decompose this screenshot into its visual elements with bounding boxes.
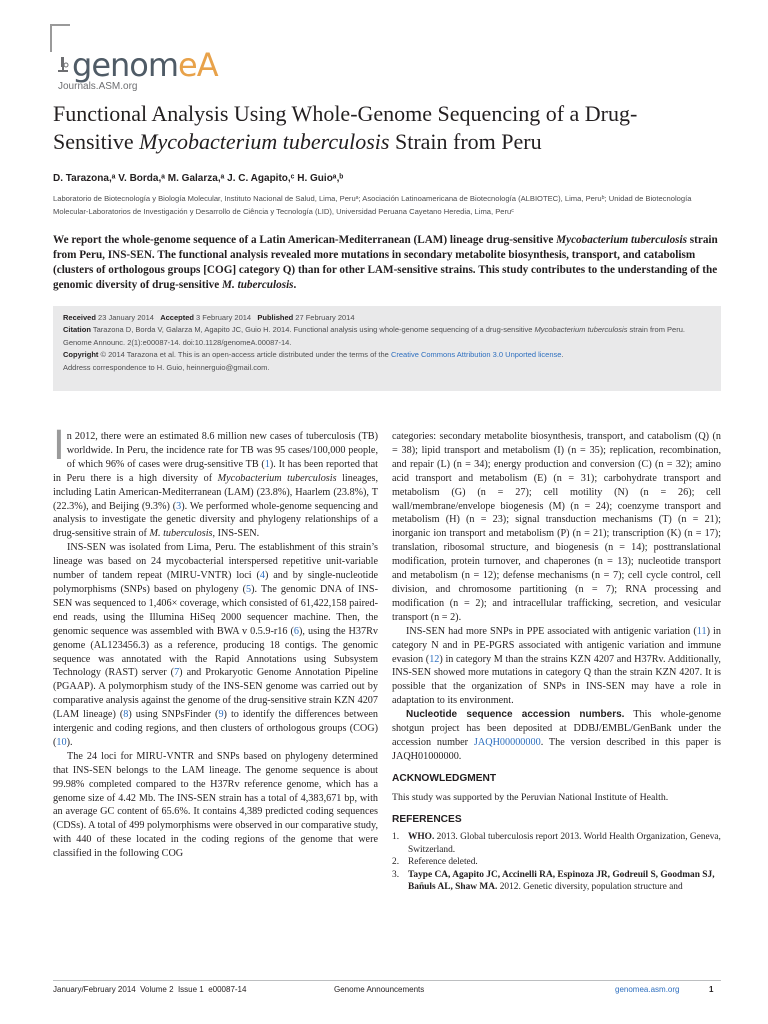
ref-link[interactable]: 7 [174, 667, 180, 679]
correspondence: Address correspondence to H. Guio, heinnerguio@gmail.com. [63, 362, 270, 372]
body-column-right [392, 430, 721, 894]
ref-link[interactable]: 3 [176, 500, 182, 512]
ref-link[interactable]: 5 [246, 583, 252, 595]
abstract: We report the whole-genome sequence of a Latin American-Mediterranean (LAM) lineage drug-sensitive Mycobacterium tuberculosis strain from Peru, INS-SEN. The functional analysis revealed more mutations in secondary metabolite biosynthesis, transport, and catabolism (clusters of orthologous groups [COG] category Q) than for other LAM-sensitive strains. This study contributes to the understanding of the genomic diversity of drug-sensitive M. tuberculosis. [53, 234, 718, 291]
accession-link[interactable]: JAQH00000000 [473, 736, 541, 748]
paragraph-snps: INS-SEN had more SNPs in PPE associated with antigenic variation (11) in category N and in PE-PGRS associated with antigenic variation and immune evasion (12) in category M than the strains KZN 4207 and H37Rv. Additionally, INS-SEN showed more mutations in category Q than the strain KZN 4207. It is possible that the organization of SNPs in INS-SEN may have a role in adaptation to its environment. [392, 625, 721, 707]
ref-link[interactable]: 1 [264, 458, 270, 470]
ref-link[interactable]: 10 [56, 736, 67, 748]
ref-link[interactable]: 12 [429, 653, 440, 665]
page-number: 1 [709, 985, 714, 994]
microscope-icon [56, 56, 70, 74]
article-title: Functional Analysis Using Whole-Genome Sequencing of a Drug- Sensitive Mycobacterium tuberculosis Strain from Peru [53, 101, 638, 154]
copyright: Copyright © 2014 Tarazona et al. This is an open-access article distributed under the terms of the Creative Commons Attribution 3.0 Unported license. [63, 350, 564, 360]
references-heading: REFERENCES [392, 813, 462, 825]
footer-issue: January/February 2014 Volume 2 Issue 1 e00087-14 [53, 985, 247, 994]
drop-cap: I [53, 423, 65, 469]
author-list: D. Tarazona,ᵃ V. Borda,ᵃ M. Galarza,ᵃ J. C. Agapito,ᶜ H. Guioᵃ,ᵇ [53, 173, 344, 184]
paragraph-cog-categories: categories: secondary metabolite biosynthesis, transport, and catabolism (Q) (n = 38); lipid transport and metabolism (I) (n = 35); replication, recombination, and repair (L) (n = 34); energy production and conversion (C) (n = 32); amino acid transport and metabolism (E) (n = 31); carbohydrate transport and metabolism (G) (n = 27); cell motility (N) (n = 26); cell wall/membrane/envelope biogenesis (M) (n = 24); coenzyme transport and metabolism (H) (n = 23); signal transduction mechanisms (T) (n = 21); inorganic ion transport and metabolism (P) (n = 21); transcription (K) (n = 17); translation, ribosomal structure, and biogenesis (n = 14); posttranslational modification, protein turnover, and chaperones (n = 13); nucleotide transport and metabolism (n = 12); defense mechanisms (n = 7); cell cycle control, cell division, and chromosome partitioning (n = 7); RNA processing and modification (n = 2); and intracellular trafficking, secretion, and vesicular transport (n = 2). [392, 431, 721, 623]
logo-subtitle: Journals.ASM.org [58, 81, 138, 92]
footer-url[interactable]: genomea.asm.org [615, 985, 680, 994]
footer-rule [53, 980, 721, 981]
ref-link[interactable]: 6 [293, 625, 300, 637]
journal-logo [50, 24, 218, 94]
ref-link[interactable]: 9 [218, 709, 224, 721]
reference-item: 3. Taype CA, Agapito JC, Accinelli RA, Espinoza JR, Godreuil S, Goodman SJ, Bañuls AL, Shaw MA. 2012. Genetic diversity, population structure and [392, 869, 715, 893]
reference-item: 2. Reference deleted. [392, 857, 478, 868]
reference-list [392, 831, 721, 893]
ref-link[interactable]: 11 [696, 625, 707, 637]
logo-wordmark: genomeA [72, 46, 218, 84]
body-column-left [53, 423, 379, 861]
ref-link[interactable]: 8 [123, 709, 129, 721]
footer-journal: Genome Announcements [334, 985, 425, 994]
reference-item: 1. WHO. 2013. Global tuberculosis report 2013. World Health Organization, Geneva, Switzerland. [392, 832, 721, 855]
affiliations: Laboratorio de Biotecnología y Biología Molecular, Instituto Nacional de Salud, Lima, Peruᵃ; Asociación Latinoamericana de Biotecnología (ALBIOTEC), Lima, Peruᵇ; Unidad de Biotecnología Molecular-Laboratorios de Investigación y Desarrollo de Ciência y Tecnología (LID), Universidad Peruana Cayetano Heredia, Lima, Peruᶜ [53, 194, 692, 216]
ref-link[interactable]: 4 [259, 570, 265, 582]
logo-bracket [50, 24, 70, 52]
acknowledgment-text: This study was supported by the Peruvian National Institute of Health. [392, 791, 669, 803]
acknowledgment-heading: ACKNOWLEDGMENT [392, 772, 497, 784]
paragraph-accession: Nucleotide sequence accession numbers. This whole-genome shotgun project has been deposited at DDBJ/EMBL/GenBank under the accession number JAQH00000000. The version described in this paper is JAQH01000000. [392, 709, 722, 762]
article-info-box [53, 306, 721, 391]
citation: Citation Tarazona D, Borda V, Galarza M, Agapito JC, Guio H. 2014. Functional analysis using whole-genome sequencing of a drug-sensitive Mycobacterium tuberculosis strain from Peru. Genome Announc. 2(1):e00087-14. doi:10.1128/genomeA.00087-14. [63, 325, 685, 347]
paragraph-methods: INS-SEN was isolated from Lima, Peru. The establishment of this strain’s lineage was based on 24 mycobacterial interspersed repetitive unit-variable number of tandem repeat (MIRU-VNTR) loci (4) and by single-nucleotide polymorphisms (SNPs) based on phylogeny (5). The genomic DNA of INS-SEN was sequenced to 1,406× coverage, which consisted of 61,422,158 paired-end reads, using the Illumina HiSeq 2000 sequencer machine. Then, the genomic sequence was assembled with BWA v 0.5.9-r16 (6), using the H37Rv genome (AL123456.3) as a reference, producing 18 contigs. The genomic sequence was annotated with the Rapid Annotations using Subsystem Technology (RAST) server (7) and Prokaryotic Genome Annotation Pipeline (PGAAP). A polymorphism study of the INS-SEN genome was carried out by comparative analysis against the genome of the drug-sensitive strain KZN 4207 (LAM lineage) (8) using SNPsFinder (9) to identify the differences between intergenic and coding regions, and then clusters of orthologous groups (COG) (10). [53, 542, 378, 748]
paragraph-results: The 24 loci for MIRU-VNTR and SNPs based on phylogeny determined that INS-SEN belongs to the LAM lineage. The genome sequence is about 99.98% completed compared to the H37Rv reference genome, which has a genome size of 4.42 Mb. The INS-SEN strain has a total of 4,383,671 bp, with an average GC content of 65.6%. It contains 4,389 predicted coding sequences (CDSs). A total of 499 polymorphisms were observed in our comparative study, with 440 of these located in the coding regions of the genome that were classified in the following COG [53, 750, 379, 860]
paragraph-intro: In 2012, there were an estimated 8.6 million new cases of tuberculosis (TB) worldwide. In Peru, the incidence rate for TB was 95 cases/100,000 people, of which 96% of cases were drug-sensitive TB (1). It has been reported that in Peru there is a high diversity of Mycobacterium tuberculosis lineages, including Latin American-Mediterranean (LAM) (23.8%), Haarlem (23.8%), T (22.3%), and Beijing (9.3%) (3). We performed whole-genome sequencing and analysis to investigate the genetic diversity and phylogeny relationships of a drug-sensitive strain of M. tuberculosis, INS-SEN. [53, 423, 379, 540]
dates-line: Received 23 January 2014 Accepted 3 February 2014 Published 27 February 2014 [63, 313, 355, 322]
license-link[interactable]: Creative Commons Attribution 3.0 Unported license [390, 350, 562, 360]
